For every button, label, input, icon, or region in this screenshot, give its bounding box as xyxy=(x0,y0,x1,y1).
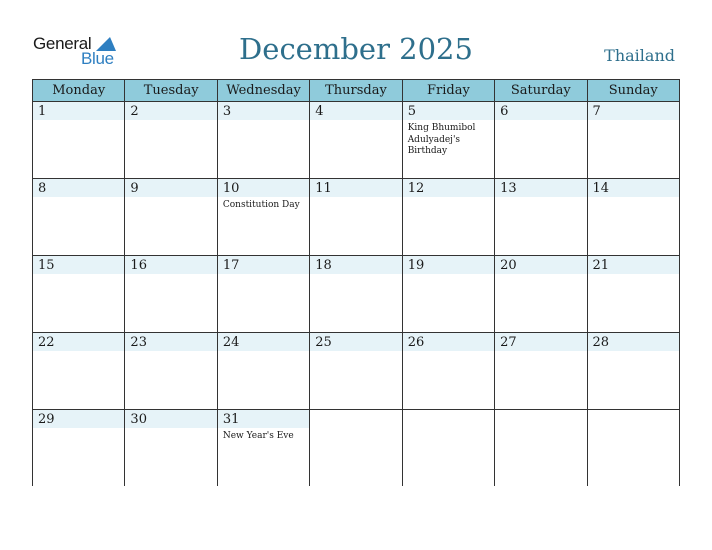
day-cell xyxy=(33,179,125,255)
day-number: 27 xyxy=(500,335,517,350)
day-number: 19 xyxy=(407,258,425,273)
day-number: 17 xyxy=(222,258,240,273)
day-cell xyxy=(218,256,310,332)
day-cell xyxy=(33,333,125,409)
day-number: 11 xyxy=(315,181,332,196)
month-title: December 2025 xyxy=(239,32,473,66)
day-cell xyxy=(403,333,495,409)
day-cell xyxy=(403,256,495,332)
day-cell xyxy=(310,333,402,409)
country-label: Thailand xyxy=(604,46,675,65)
day-number: 24 xyxy=(222,335,240,350)
day-cell xyxy=(588,410,679,486)
day-cell xyxy=(495,179,587,255)
day-number: 28 xyxy=(592,335,610,350)
weeks-container xyxy=(33,102,679,486)
day-number: 13 xyxy=(500,181,517,196)
day-cell xyxy=(588,102,679,178)
day-number: 22 xyxy=(38,335,55,350)
day-number: 15 xyxy=(38,258,55,273)
week-row xyxy=(33,410,679,486)
weekday-header: Monday xyxy=(33,80,125,101)
day-number: 10 xyxy=(222,181,240,196)
day-number: 12 xyxy=(407,181,425,196)
day-cell xyxy=(588,256,679,332)
day-cell xyxy=(310,410,402,486)
week-row xyxy=(33,102,679,179)
day-cell xyxy=(33,102,125,178)
day-cell xyxy=(218,102,310,178)
weekday-header: Wednesday xyxy=(218,80,310,101)
day-cell xyxy=(310,256,402,332)
day-cell xyxy=(495,256,587,332)
day-number: 21 xyxy=(592,258,610,273)
day-number: 31 xyxy=(222,412,240,427)
logo-word-blue: Blue xyxy=(81,49,114,68)
day-cell xyxy=(495,333,587,409)
logo-word-general: General xyxy=(33,34,92,53)
week-row xyxy=(33,333,679,410)
day-number: 2 xyxy=(130,104,139,119)
week-row xyxy=(33,256,679,333)
day-cell xyxy=(495,102,587,178)
day-cell xyxy=(125,179,217,255)
day-cell xyxy=(403,179,495,255)
day-cell xyxy=(125,410,217,486)
week-row xyxy=(33,179,679,256)
day-cell xyxy=(218,179,310,255)
day-number: 20 xyxy=(500,258,517,273)
weekday-header: Tuesday xyxy=(125,80,217,101)
day-cell xyxy=(218,333,310,409)
day-number: 25 xyxy=(315,335,332,350)
day-cell xyxy=(218,410,310,486)
day-cell xyxy=(403,102,495,178)
day-number: 7 xyxy=(592,104,601,119)
day-number: 1 xyxy=(38,104,47,119)
day-cell xyxy=(588,179,679,255)
day-number: 14 xyxy=(592,181,610,196)
calendar-grid xyxy=(32,79,680,486)
weekday-header-row xyxy=(33,80,679,102)
day-cell xyxy=(125,256,217,332)
weekday-header: Thursday xyxy=(310,80,402,101)
day-cell xyxy=(310,102,402,178)
day-cell xyxy=(495,410,587,486)
weekday-header: Friday xyxy=(403,80,495,101)
day-number: 26 xyxy=(407,335,425,350)
weekday-header: Sunday xyxy=(608,83,658,98)
day-number: 5 xyxy=(407,104,416,119)
day-cell xyxy=(33,256,125,332)
day-cell xyxy=(125,102,217,178)
day-cell xyxy=(403,410,495,486)
day-number: 8 xyxy=(38,181,47,196)
day-number: 6 xyxy=(500,104,509,119)
day-number: 9 xyxy=(130,181,139,196)
holiday-label: New Year's Eve xyxy=(222,431,294,441)
day-number: 29 xyxy=(38,412,55,427)
day-number: 23 xyxy=(130,335,147,350)
day-number: 18 xyxy=(315,258,332,273)
holiday-label: Constitution Day xyxy=(222,200,300,210)
day-number: 4 xyxy=(315,104,324,119)
weekday-header: Saturday xyxy=(495,80,587,101)
day-number: 16 xyxy=(130,258,147,273)
day-cell xyxy=(310,179,402,255)
day-cell xyxy=(588,333,679,409)
day-cell xyxy=(125,333,217,409)
day-number: 3 xyxy=(222,104,232,119)
day-cell xyxy=(33,410,125,486)
day-number: 30 xyxy=(130,412,147,427)
holiday-label: King Bhumibol Adulyadej's Birthday xyxy=(407,123,476,156)
